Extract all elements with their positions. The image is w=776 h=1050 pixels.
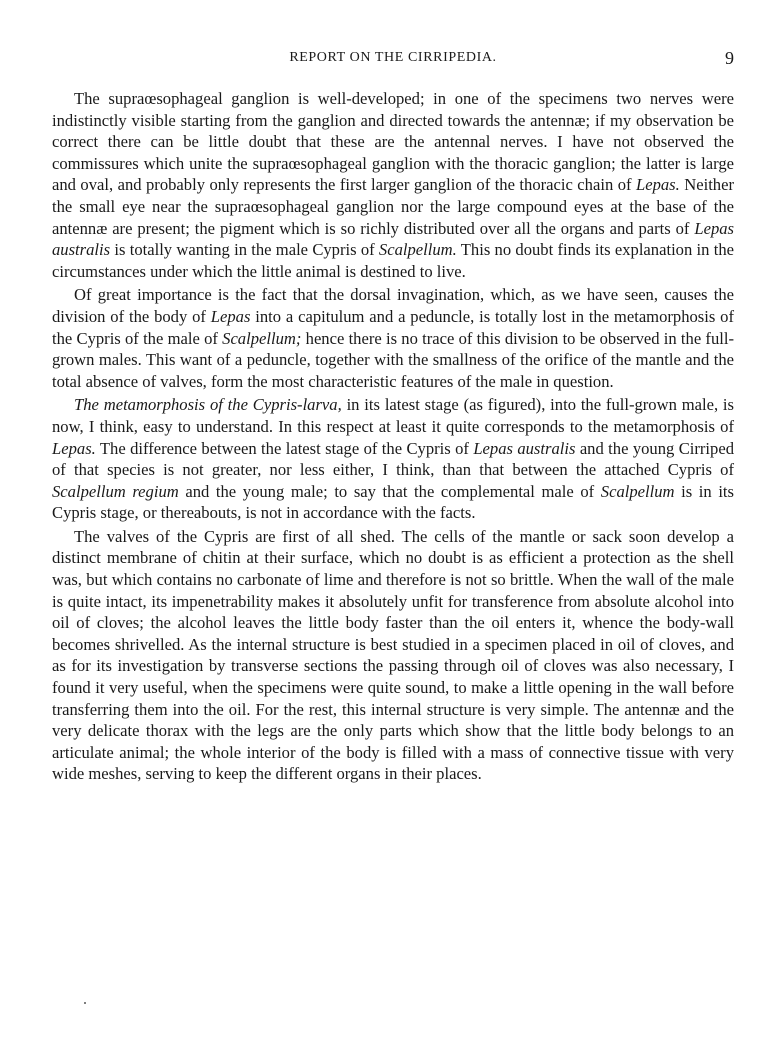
text-run: Neither the small eye near the supraœsophageal ganglion nor the large compound eyes at the base of the antennæ are present; the pigment which is so richly distributed over all the organs and parts of: [52, 175, 734, 238]
text-run: The valves of the Cypris are first of all shed. The cells of the mantle or sack soon develop a distinct membrane of chitin at their surface, which no doubt is as efficient a protection as the shell was, but which contains no carbonate of lime and therefore is not so brittle. When the wall of the male is quite intact, its impenetrability makes it absolutely unfit for transference from absolute alcohol into oil of cloves; the alcohol leaves the little body faster than the oil enters it, whence the body-wall becomes shrivelled. As the internal structure is best studied in a specimen placed in oil of cloves, and as for its investigation by transverse sections the passing through oil of cloves was also necessary, I found it very useful, when the specimens were quite sound, to make a little opening in the wall before transferring them into the oil. For the rest, this internal structure is very simple. The antennæ and the very delicate thorax with the legs are the only parts which show that the little body belongs to an articulate animal; the whole interior of the body is filled with a mass of connective tissue with very wide meshes, serving to keep the different organs in their places.: [52, 526, 734, 784]
text-run: and the young Cirriped of that species is not greater, nor less either, I think, than that between the attached Cypris of: [52, 438, 734, 480]
page-header: [52, 50, 734, 70]
italic-term: Scalpellum.: [378, 240, 457, 260]
text-run: into a capitulum and a peduncle, is totally lost in the metamorphosis of the Cypris of the male of: [52, 306, 734, 348]
italic-term: Lepas: [210, 306, 251, 326]
italic-term: The metamorphosis of the Cypris-larva,: [74, 395, 342, 415]
italic-term: Scalpellum;: [222, 328, 302, 348]
text-run: The difference between the latest stage of the Cypris of: [95, 438, 474, 458]
page-number: 9: [725, 48, 734, 68]
text-run: is in its Cypris stage, or thereabouts, is not in accordance with the facts.: [52, 481, 734, 523]
italic-term: Scalpellum: [600, 481, 675, 501]
text-run: in its latest stage (as figured), into the full-grown male, is now, I think, easy to understand. In this respect at least it quite corresponds to the metamorphosis of: [52, 395, 735, 436]
italic-term: Scalpellum regium: [52, 481, 179, 501]
text-run: The supraœsophageal ganglion is well-developed; in one of the specimens two nerves were indistinctly visible starting from the ganglion and directed towards the antennæ; if my observation be correct there can be little doubt that these are the antennal nerves. I have not observed the commissures which unite the supraœsophageal ganglion with the thoracic ganglion; the latter is large and oval, and probably only represents the first larger ganglion of the thoracic chain of: [52, 89, 734, 195]
italic-term: Lepas australis: [473, 438, 576, 458]
paragraph: [52, 394, 734, 524]
italic-term: Lepas australis: [52, 218, 734, 260]
text-run: This no doubt finds its explanation in the circumstances under which the little animal is destined to live.: [52, 240, 734, 281]
italic-term: Lepas.: [635, 175, 680, 195]
text-run: is totally wanting in the male Cypris of: [110, 240, 379, 260]
print-speck: [84, 1002, 86, 1004]
body-text: [52, 88, 734, 785]
running-title: REPORT ON THE CIRRIPEDIA.: [289, 50, 497, 65]
italic-term: Lepas.: [52, 438, 96, 458]
text-run: hence there is no trace of this division to be observed in the full-grown males. This want of a peduncle, together with the smallness of the orifice of the mantle and the total absence of valves, form the most characteristic features of the male in question.: [52, 328, 734, 391]
paragraph: [52, 88, 734, 282]
paragraph: [52, 526, 734, 785]
text-run: and the young male; to say that the complemental male of: [178, 481, 601, 501]
paragraph: [52, 284, 734, 392]
text-run: Of great importance is the fact that the dorsal invagination, which, as we have seen, causes the division of the body of: [52, 285, 734, 326]
